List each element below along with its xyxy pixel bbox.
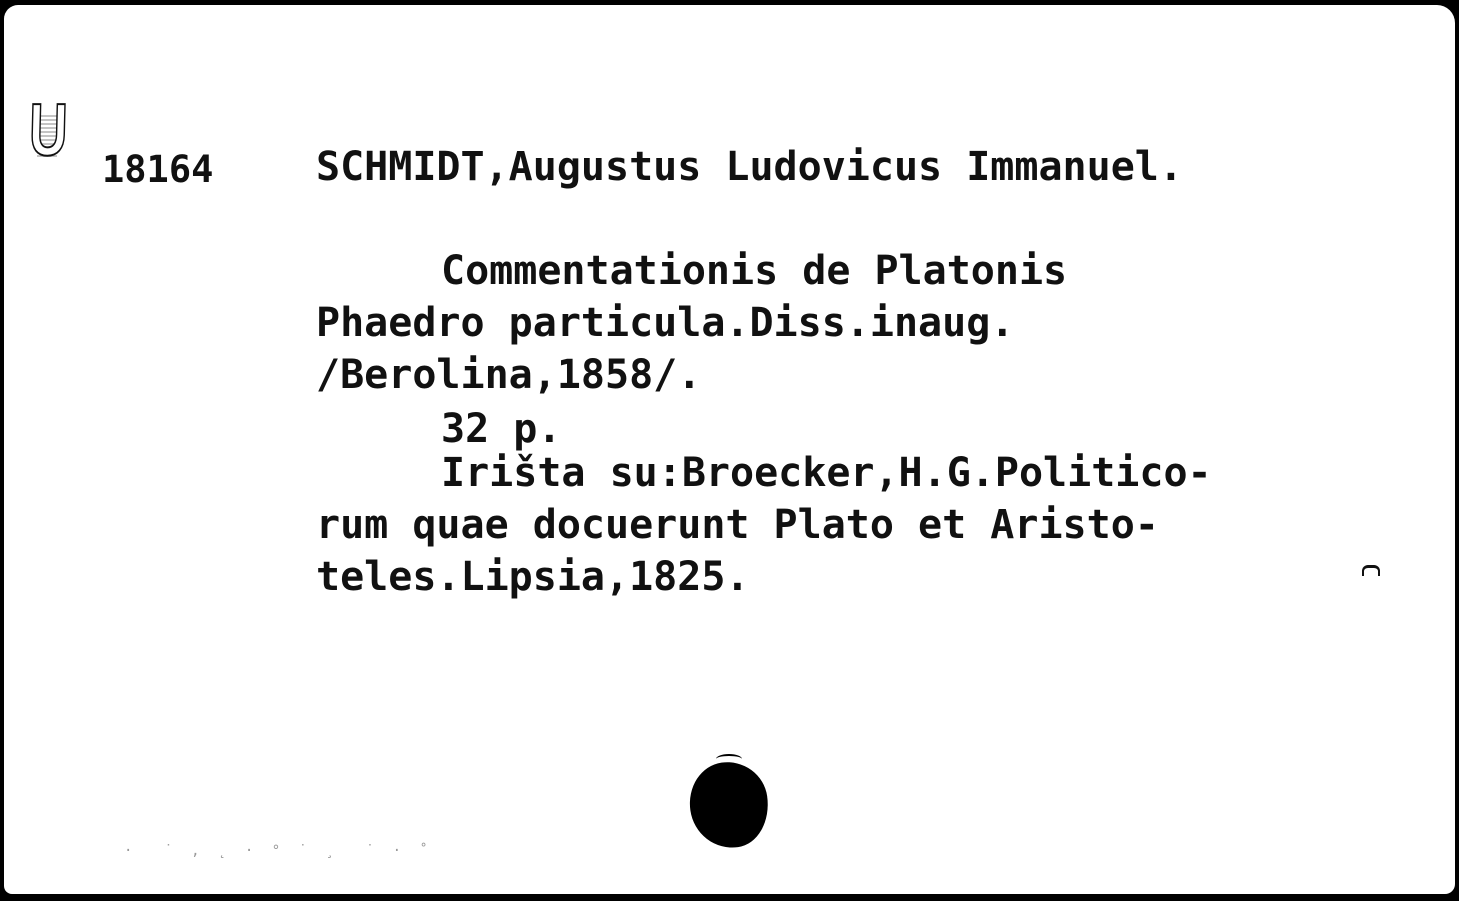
call-number: 18164 <box>102 148 214 191</box>
note-line-3: teles.Lipsia,1825. <box>316 554 750 600</box>
imprint-line: /Berolina,1858/. <box>316 352 702 398</box>
collation-line: 32 p. <box>441 406 562 452</box>
title-line-1: Commentationis de Platonis <box>441 248 1068 294</box>
catalog-card <box>4 5 1455 894</box>
main-entry: SCHMIDT,Augustus Ludovicus Immanuel. <box>316 144 1183 190</box>
faint-marks: · ˙ ‚ ˛ · ° ˙ ¸ ˙ · ˚ <box>124 843 433 859</box>
note-line-1: Irišta su:Broecker,H.G.Politico- <box>441 450 1212 496</box>
corner-mark <box>1362 565 1380 576</box>
punch-hole <box>684 757 773 853</box>
location-stamp: U <box>28 88 69 171</box>
note-line-2: rum quae docuerunt Plato et Aristo- <box>316 502 1159 548</box>
title-line-2: Phaedro particula.Diss.inaug. <box>316 300 1015 346</box>
